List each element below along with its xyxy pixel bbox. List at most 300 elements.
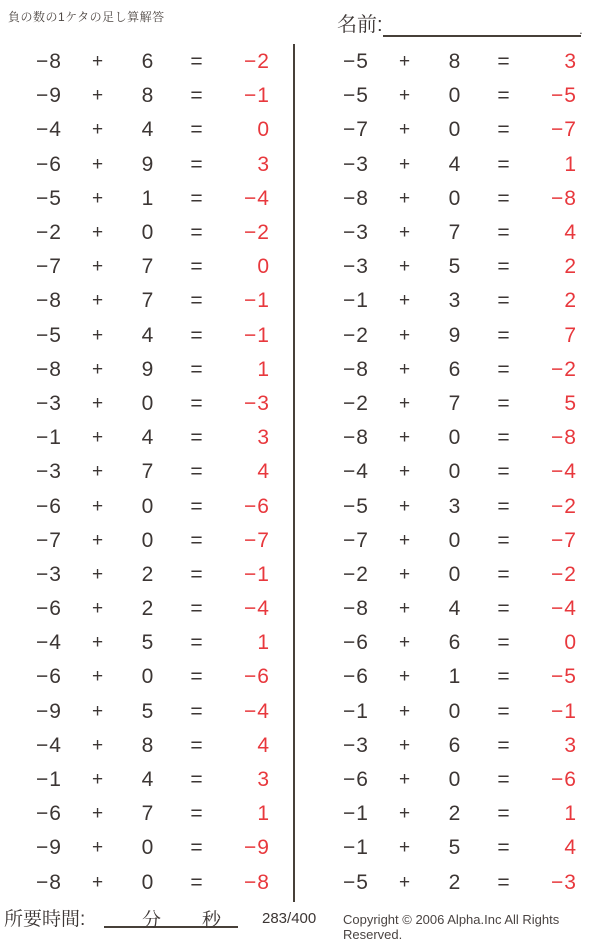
plus-operator: +	[91, 666, 105, 688]
operand-1: −8	[343, 597, 369, 621]
operand-2: 6	[448, 357, 462, 381]
problem-row	[0, 763, 270, 797]
problem-row	[0, 660, 270, 694]
problem-row	[0, 831, 270, 865]
problem-row	[307, 729, 577, 763]
operand-1: −1	[343, 699, 369, 723]
plus-operator: +	[398, 769, 412, 791]
problem-row	[0, 866, 270, 900]
problem-row	[0, 250, 270, 284]
answer-value: −7	[551, 528, 577, 552]
operand-2: 7	[141, 802, 155, 826]
operand-2: 5	[448, 836, 462, 860]
operand-1: −3	[36, 391, 62, 415]
answer-value: −2	[551, 494, 577, 518]
equals-sign: =	[497, 870, 511, 894]
operand-2: 0	[448, 460, 462, 484]
operand-1: −3	[36, 460, 62, 484]
equals-sign: =	[190, 460, 204, 484]
operand-1: −6	[36, 665, 62, 689]
operand-1: −6	[36, 494, 62, 518]
problem-row	[307, 319, 577, 353]
plus-operator: +	[91, 529, 105, 551]
operand-2: 4	[448, 597, 462, 621]
plus-operator: +	[398, 598, 412, 620]
equals-sign: =	[190, 597, 204, 621]
problem-row	[307, 284, 577, 318]
equals-sign: =	[190, 391, 204, 415]
operand-2: 5	[141, 699, 155, 723]
operand-2: 7	[448, 391, 462, 415]
equals-sign: =	[497, 699, 511, 723]
operand-2: 5	[448, 255, 462, 279]
answer-value: 7	[564, 323, 577, 347]
problem-row	[307, 831, 577, 865]
problem-row	[307, 45, 577, 79]
operand-1: −1	[36, 768, 62, 792]
problem-row	[307, 558, 577, 592]
operand-2: 0	[141, 665, 155, 689]
answer-value: 3	[257, 768, 270, 792]
operand-1: −8	[36, 50, 62, 74]
problem-row	[0, 319, 270, 353]
operand-2: 4	[448, 152, 462, 176]
plus-operator: +	[91, 290, 105, 312]
plus-operator: +	[398, 324, 412, 346]
operand-2: 6	[141, 50, 155, 74]
page-number: 283/400	[262, 910, 317, 927]
operand-1: −5	[343, 494, 369, 518]
operand-1: −5	[343, 870, 369, 894]
answer-value: −2	[244, 50, 270, 74]
plus-operator: +	[91, 153, 105, 175]
answer-value: −1	[244, 289, 270, 313]
plus-operator: +	[91, 222, 105, 244]
equals-sign: =	[497, 768, 511, 792]
equals-sign: =	[497, 460, 511, 484]
equals-sign: =	[190, 562, 204, 586]
plus-operator: +	[398, 495, 412, 517]
answer-value: 3	[564, 50, 577, 74]
problem-row	[307, 182, 577, 216]
operand-2: 0	[141, 494, 155, 518]
problem-row	[0, 79, 270, 113]
problem-row	[307, 113, 577, 147]
answer-value: 4	[257, 733, 270, 757]
operand-2: 6	[448, 631, 462, 655]
operand-2: 9	[141, 357, 155, 381]
operand-2: 0	[448, 84, 462, 108]
problem-row	[0, 558, 270, 592]
problem-row	[307, 524, 577, 558]
equals-sign: =	[190, 357, 204, 381]
operand-1: −1	[343, 802, 369, 826]
answer-value: −4	[244, 699, 270, 723]
operand-2: 0	[448, 426, 462, 450]
plus-operator: +	[398, 837, 412, 859]
operand-1: −9	[36, 836, 62, 860]
operand-1: −4	[36, 733, 62, 757]
answer-value: 0	[257, 118, 270, 142]
plus-operator: +	[398, 222, 412, 244]
plus-operator: +	[398, 119, 412, 141]
equals-sign: =	[497, 631, 511, 655]
operand-1: −8	[343, 426, 369, 450]
operand-1: −5	[343, 50, 369, 74]
name-line-period: .	[579, 23, 583, 37]
plus-operator: +	[91, 427, 105, 449]
time-input-line[interactable]	[104, 902, 238, 931]
operand-1: −6	[343, 665, 369, 689]
problem-row	[0, 45, 270, 79]
operand-2: 2	[448, 870, 462, 894]
operand-2: 0	[448, 768, 462, 792]
plus-operator: +	[398, 461, 412, 483]
operand-2: 2	[141, 597, 155, 621]
operand-2: 0	[141, 836, 155, 860]
operand-1: −7	[36, 528, 62, 552]
equals-sign: =	[497, 733, 511, 757]
equals-sign: =	[497, 562, 511, 586]
answer-value: −1	[244, 323, 270, 347]
answer-value: −8	[551, 186, 577, 210]
answer-value: −5	[551, 665, 577, 689]
plus-operator: +	[398, 666, 412, 688]
answer-value: 5	[564, 391, 577, 415]
operand-1: −7	[36, 255, 62, 279]
problem-row	[307, 387, 577, 421]
answer-value: −1	[551, 699, 577, 723]
answer-value: −4	[551, 460, 577, 484]
plus-operator: +	[91, 461, 105, 483]
equals-sign: =	[190, 870, 204, 894]
answer-value: −1	[244, 84, 270, 108]
operand-1: −2	[343, 391, 369, 415]
equals-sign: =	[497, 186, 511, 210]
worksheet-title: 負の数の1ケタの足し算解答	[8, 10, 165, 24]
equals-sign: =	[497, 323, 511, 347]
plus-operator: +	[398, 871, 412, 893]
operand-2: 5	[141, 631, 155, 655]
problem-row	[307, 148, 577, 182]
plus-operator: +	[91, 563, 105, 585]
answer-value: −3	[244, 391, 270, 415]
problem-row	[0, 797, 270, 831]
operand-2: 7	[448, 221, 462, 245]
operand-1: −1	[36, 426, 62, 450]
operand-2: 4	[141, 426, 155, 450]
answer-value: −2	[551, 562, 577, 586]
equals-sign: =	[190, 289, 204, 313]
answer-value: −1	[244, 562, 270, 586]
answer-value: 3	[257, 426, 270, 450]
operand-2: 4	[141, 323, 155, 347]
time-label: 所要時間:	[4, 909, 86, 930]
equals-sign: =	[497, 152, 511, 176]
answer-value: 4	[564, 221, 577, 245]
footer	[0, 901, 600, 942]
equals-sign: =	[497, 597, 511, 621]
answer-value: −6	[551, 768, 577, 792]
operand-1: −2	[36, 221, 62, 245]
operand-2: 0	[448, 699, 462, 723]
plus-operator: +	[398, 290, 412, 312]
operand-2: 1	[448, 665, 462, 689]
problem-row	[307, 797, 577, 831]
answer-value: −2	[244, 221, 270, 245]
equals-sign: =	[497, 836, 511, 860]
plus-operator: +	[398, 187, 412, 209]
problem-row	[307, 695, 577, 729]
plus-operator: +	[91, 187, 105, 209]
answer-value: −4	[244, 186, 270, 210]
equals-sign: =	[497, 665, 511, 689]
answer-value: −6	[244, 494, 270, 518]
operand-2: 4	[141, 768, 155, 792]
plus-operator: +	[398, 563, 412, 585]
operand-2: 8	[141, 84, 155, 108]
equals-sign: =	[190, 323, 204, 347]
answer-value: 1	[564, 152, 577, 176]
operand-1: −3	[343, 152, 369, 176]
problem-row	[307, 250, 577, 284]
answer-value: −4	[244, 597, 270, 621]
operand-2: 3	[448, 494, 462, 518]
operand-2: 0	[141, 391, 155, 415]
operand-2: 9	[141, 152, 155, 176]
plus-operator: +	[398, 734, 412, 756]
plus-operator: +	[91, 871, 105, 893]
operand-1: −6	[36, 152, 62, 176]
equals-sign: =	[190, 118, 204, 142]
operand-2: 0	[141, 870, 155, 894]
answer-value: −6	[244, 665, 270, 689]
copyright: Copyright © 2006 Alpha.Inc All Rights Reserved.	[343, 912, 560, 942]
problems-column-right	[307, 45, 577, 900]
answer-value: 3	[257, 152, 270, 176]
equals-sign: =	[497, 221, 511, 245]
plus-operator: +	[91, 324, 105, 346]
operand-2: 0	[141, 528, 155, 552]
equals-sign: =	[190, 836, 204, 860]
operand-2: 7	[141, 255, 155, 279]
equals-sign: =	[190, 221, 204, 245]
problem-row	[0, 695, 270, 729]
equals-sign: =	[190, 631, 204, 655]
equals-sign: =	[497, 118, 511, 142]
equals-sign: =	[190, 665, 204, 689]
problem-row	[307, 216, 577, 250]
operand-1: −3	[343, 733, 369, 757]
operand-1: −4	[36, 118, 62, 142]
operand-2: 9	[448, 323, 462, 347]
problem-row	[307, 660, 577, 694]
operand-1: −6	[343, 768, 369, 792]
operand-2: 2	[141, 562, 155, 586]
equals-sign: =	[190, 152, 204, 176]
plus-operator: +	[91, 803, 105, 825]
operand-1: −3	[343, 255, 369, 279]
equals-sign: =	[497, 426, 511, 450]
answer-value: 0	[564, 631, 577, 655]
problem-row	[0, 387, 270, 421]
name-field	[337, 8, 581, 37]
plus-operator: +	[91, 85, 105, 107]
plus-operator: +	[398, 153, 412, 175]
operand-1: −8	[343, 186, 369, 210]
operand-1: −3	[343, 221, 369, 245]
equals-sign: =	[190, 733, 204, 757]
problem-row	[0, 489, 270, 523]
answer-value: −5	[551, 84, 577, 108]
operand-2: 3	[448, 289, 462, 313]
operand-1: −8	[343, 357, 369, 381]
problem-row	[0, 113, 270, 147]
problem-row	[0, 455, 270, 489]
answer-value: −4	[551, 597, 577, 621]
plus-operator: +	[91, 51, 105, 73]
problem-row	[307, 79, 577, 113]
equals-sign: =	[190, 802, 204, 826]
equals-sign: =	[497, 391, 511, 415]
operand-1: −8	[36, 289, 62, 313]
plus-operator: +	[398, 51, 412, 73]
answer-value: 0	[257, 255, 270, 279]
answer-value: 1	[257, 357, 270, 381]
operand-2: 0	[448, 528, 462, 552]
equals-sign: =	[497, 289, 511, 313]
problem-row	[0, 421, 270, 455]
answer-value: 1	[257, 631, 270, 655]
center-divider	[293, 44, 295, 902]
answer-value: −8	[244, 870, 270, 894]
plus-operator: +	[398, 700, 412, 722]
plus-operator: +	[398, 803, 412, 825]
plus-operator: +	[91, 119, 105, 141]
operand-1: −7	[343, 118, 369, 142]
seconds-label: 秒	[202, 910, 222, 931]
plus-operator: +	[91, 256, 105, 278]
answer-value: 4	[564, 836, 577, 860]
plus-operator: +	[91, 700, 105, 722]
problem-row	[307, 455, 577, 489]
answer-value: −8	[551, 426, 577, 450]
operand-2: 8	[448, 50, 462, 74]
plus-operator: +	[398, 256, 412, 278]
operand-1: −5	[36, 186, 62, 210]
problem-row	[307, 421, 577, 455]
minutes-label: 分	[142, 910, 162, 931]
answer-value: −3	[551, 870, 577, 894]
plus-operator: +	[91, 632, 105, 654]
equals-sign: =	[497, 84, 511, 108]
equals-sign: =	[190, 255, 204, 279]
equals-sign: =	[190, 426, 204, 450]
operand-1: −2	[343, 562, 369, 586]
problem-row	[307, 489, 577, 523]
operand-2: 0	[448, 118, 462, 142]
operand-2: 6	[448, 733, 462, 757]
answer-value: 1	[257, 802, 270, 826]
operand-1: −5	[36, 323, 62, 347]
operand-1: −9	[36, 699, 62, 723]
problem-row	[0, 182, 270, 216]
operand-2: 8	[141, 733, 155, 757]
plus-operator: +	[91, 598, 105, 620]
problem-row	[0, 592, 270, 626]
problem-row	[0, 216, 270, 250]
operand-1: −2	[343, 323, 369, 347]
answer-value: −9	[244, 836, 270, 860]
equals-sign: =	[190, 494, 204, 518]
problem-row	[307, 866, 577, 900]
problem-row	[0, 729, 270, 763]
problem-row	[307, 353, 577, 387]
equals-sign: =	[497, 50, 511, 74]
plus-operator: +	[398, 358, 412, 380]
equals-sign: =	[497, 802, 511, 826]
operand-1: −1	[343, 836, 369, 860]
equals-sign: =	[497, 255, 511, 279]
operand-1: −6	[343, 631, 369, 655]
answer-value: 2	[564, 289, 577, 313]
plus-operator: +	[91, 734, 105, 756]
answer-value: 1	[564, 802, 577, 826]
name-input-line[interactable]	[383, 13, 581, 37]
operand-1: −6	[36, 802, 62, 826]
answer-value: 3	[564, 733, 577, 757]
operand-2: 4	[141, 118, 155, 142]
problem-row	[0, 148, 270, 182]
plus-operator: +	[91, 392, 105, 414]
answer-value: −7	[244, 528, 270, 552]
problem-row	[0, 284, 270, 318]
answer-value: 4	[257, 460, 270, 484]
answer-value: −7	[551, 118, 577, 142]
problem-row	[307, 592, 577, 626]
plus-operator: +	[91, 495, 105, 517]
operand-1: −8	[36, 357, 62, 381]
plus-operator: +	[398, 427, 412, 449]
answer-value: 2	[564, 255, 577, 279]
operand-1: −1	[343, 289, 369, 313]
problem-row	[307, 626, 577, 660]
problem-row	[307, 763, 577, 797]
operand-2: 0	[448, 562, 462, 586]
plus-operator: +	[398, 85, 412, 107]
operand-1: −4	[36, 631, 62, 655]
equals-sign: =	[190, 768, 204, 792]
equals-sign: =	[190, 84, 204, 108]
plus-operator: +	[91, 837, 105, 859]
operand-2: 0	[448, 186, 462, 210]
equals-sign: =	[190, 699, 204, 723]
equals-sign: =	[190, 50, 204, 74]
operand-2: 1	[141, 186, 155, 210]
operand-2: 7	[141, 460, 155, 484]
operand-2: 2	[448, 802, 462, 826]
operand-1: −3	[36, 562, 62, 586]
operand-1: −8	[36, 870, 62, 894]
plus-operator: +	[91, 769, 105, 791]
equals-sign: =	[497, 494, 511, 518]
plus-operator: +	[398, 529, 412, 551]
name-label: 名前:	[337, 14, 383, 36]
operand-1: −4	[343, 460, 369, 484]
problems-column-left	[0, 45, 270, 900]
equals-sign: =	[497, 528, 511, 552]
equals-sign: =	[190, 186, 204, 210]
